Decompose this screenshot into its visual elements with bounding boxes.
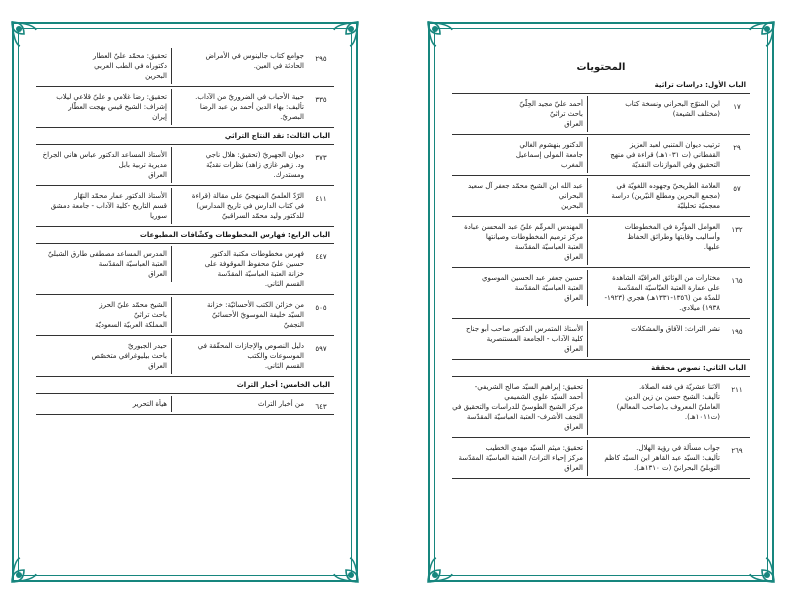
- entry-title-line: تأليف: السيّد عبد القاهر ابن السيّد كاظم: [604, 454, 720, 462]
- entry-author-line: العراق: [564, 464, 583, 472]
- entry-title-line: (مجمع البحرين ومطلع النيّرين) دراسة: [611, 192, 720, 200]
- floral-corner-ornament-icon: [332, 556, 360, 584]
- entry-title: [588, 96, 724, 122]
- entry-author-line: أحمد السيّد علوي الشميمي: [504, 393, 583, 401]
- toc-entry-row[interactable]: [452, 377, 750, 438]
- entry-title-line: السيّد خليفة الموسويّ الأحسائيّ: [212, 311, 304, 319]
- right-toc-content: [452, 46, 750, 558]
- entry-author-info: [36, 396, 172, 412]
- entry-title-line: (ت١٠١١هـ).: [684, 413, 720, 421]
- page-number: ٣٣٥: [315, 96, 327, 104]
- toc-entry-row[interactable]: [36, 336, 334, 377]
- toc-entry-row[interactable]: [452, 176, 750, 217]
- entry-title-line: للدكتور وليد محمّد السراقبيّ: [222, 212, 304, 220]
- entry-author-info: [452, 321, 588, 357]
- entry-author-line: جامعة المولى إسماعيل: [515, 151, 583, 159]
- entry-author-line: إشراف: الشيخ قيس بهجت العطّار: [68, 103, 167, 111]
- section-heading: الباب الأول: دراسات تراثية: [452, 77, 750, 94]
- entry-title: [172, 297, 308, 333]
- page-number: ١٣٢: [731, 226, 743, 234]
- entry-author-line: حسين جعفر عبد الحسين الموسوي: [482, 274, 583, 282]
- page-number: ٦٤٣: [315, 403, 327, 411]
- entry-author-info: [452, 178, 588, 214]
- entry-author-line: العتبة العباسيّة المقدّسة: [98, 260, 167, 268]
- entry-author-info: [36, 246, 172, 282]
- page-number: ٥٩٧: [315, 345, 327, 353]
- page-number: ٥٠٥: [315, 304, 327, 312]
- entry-author-info: [452, 270, 588, 306]
- entry-title-line: القفطاني (ت ١٠٣١هـ) قراءة في منهج: [610, 151, 720, 159]
- entry-author-line: باحث تراثيّ: [133, 311, 167, 319]
- entry-author-info: [452, 96, 588, 132]
- right-page: [428, 22, 774, 582]
- entry-title-line: من أخبار التراث: [257, 400, 304, 408]
- toc-entry-row[interactable]: [36, 87, 334, 128]
- entry-author-line: الأستاذ المساعد الدكتور عباس هاني الجراخ: [42, 151, 167, 159]
- entry-author-line: الشيخ محمّد عليّ الحرز: [99, 301, 167, 309]
- entry-author-line: البحراني: [558, 192, 583, 200]
- entry-title-line: على عمارة العتبة العبّاسيّة المقدّسة: [617, 284, 720, 292]
- entry-author-line: العراق: [148, 362, 167, 370]
- entry-author-line: تحقيق: رضا غلامي و عليّ قلاعي ليلاب: [56, 93, 167, 101]
- entry-author-info: [452, 137, 588, 173]
- floral-corner-ornament-icon: [748, 556, 776, 584]
- entry-title: [172, 338, 308, 374]
- entry-author-line: مركز إحياء التراث/ العتبة العباسيّة المقدّسة: [458, 454, 583, 462]
- section-heading: الباب الرابع: فهارس المخطوطات وكشّافات المطبوعات: [36, 227, 334, 244]
- entry-title-line: ابن المتوّج البحراني ونسخة كتاب: [625, 100, 720, 108]
- entry-author-line: العراق: [564, 423, 583, 431]
- entry-title-line: الحادثة في العين.: [253, 62, 304, 70]
- entry-author-info: [452, 219, 588, 265]
- entry-author-line: عبد الله ابن الشيخ محمّد جعفر آل سعيد: [467, 182, 583, 190]
- entry-author-info: [36, 89, 172, 125]
- section-heading: الباب الخامس: أخبار التراث: [36, 377, 334, 394]
- entry-author-line: العراق: [564, 294, 583, 302]
- entry-author-info: [448, 379, 588, 435]
- entry-author-info: [36, 338, 172, 374]
- page-number: ١٦٥: [731, 277, 743, 285]
- toc-entry-row[interactable]: [36, 295, 334, 336]
- entry-title-line: الموسوعات والكتب: [247, 352, 304, 360]
- entry-title: [172, 396, 308, 412]
- entry-author-line: قسم التاريخ -كلية الآداب - جامعة دمشق: [50, 202, 167, 210]
- entry-author-line: دكتوراه في الطب العربي: [94, 62, 167, 70]
- entry-title-line: القسم الثاني.: [264, 362, 304, 370]
- entry-title-line: من خزائن الكتب الأحسائيّة: خزانة: [207, 301, 304, 309]
- entry-author-line: هيأة التحرير: [132, 400, 167, 408]
- entry-author-line: باحث تراثيّ: [549, 110, 583, 118]
- entry-title-line: جوامع كتاب جالينوس في الأمراض: [205, 52, 304, 60]
- page-number: ٢٩٥: [315, 55, 327, 63]
- page-number: ٤١١: [315, 195, 327, 203]
- toc-entry-row[interactable]: [36, 186, 334, 227]
- entry-author-line: العراق: [148, 171, 167, 179]
- entry-title-line: التوبليّ البحرانيّ (ت ١٣١٠هـ).: [634, 464, 720, 472]
- page-number: ٣٧٣: [315, 154, 327, 162]
- toc-entry-row[interactable]: [452, 319, 750, 360]
- entry-title-line: تأليف: بهاء الدين أحمد بن عبد الرضا: [199, 103, 304, 111]
- toc-entry-row[interactable]: [452, 268, 750, 319]
- entry-author-line: باحث بيليوغرافي متخصّص: [91, 352, 167, 360]
- left-page: [12, 22, 358, 582]
- floral-corner-ornament-icon: [426, 556, 454, 584]
- entry-author-line: إيران: [152, 113, 167, 121]
- entry-author-line: البحرين: [561, 202, 583, 210]
- entry-author-info: [36, 48, 172, 84]
- entry-author-line: سوريا: [150, 212, 167, 220]
- entry-author-line: العراق: [564, 120, 583, 128]
- entry-author-line: حيدر الجبوريّ: [128, 342, 167, 350]
- entry-author-line: العراق: [564, 345, 583, 353]
- entry-title: [588, 219, 724, 255]
- entry-author-line: تحقيق: محمّد عليّ العطار: [92, 52, 167, 60]
- entry-title: [588, 379, 724, 425]
- entry-author-line: تحقيق: ميثم السيّد مهدي الخطيب: [485, 444, 583, 452]
- entry-title-line: وأساليب وقايتها وطرائق الحفاظ: [627, 233, 720, 241]
- entry-title-line: تأليف: الشيخ حسن بن زين الدين: [625, 393, 720, 401]
- entry-author-line: العراق: [148, 270, 167, 278]
- toc-entry-row[interactable]: [452, 217, 750, 268]
- floral-corner-ornament-icon: [10, 20, 38, 48]
- entry-title-line: النجفيّ: [283, 321, 304, 329]
- section-heading: الباب الثالث: نقد النتاج التراثي: [36, 128, 334, 145]
- entry-author-line: البحرين: [145, 72, 167, 80]
- entry-title-line: الاثنا عشريّة في فقه الصلاة.: [638, 383, 720, 391]
- entry-author-line: الأستاذ المتمرس الدكتور صاحب أبو جناح: [465, 325, 583, 333]
- toc-entry-row[interactable]: [452, 135, 750, 176]
- entry-author-info: [36, 147, 172, 183]
- floral-corner-ornament-icon: [10, 556, 38, 584]
- toc-entry-row[interactable]: [36, 145, 334, 186]
- section-heading: الباب الثاني: نصوص محققة: [452, 360, 750, 377]
- entry-title-line: العامليّ المعروف بـ(صاحب المعالم): [616, 403, 720, 411]
- entry-author-info: [36, 188, 172, 224]
- entry-title-line: نشر التراث: الآفاق والمشكلات: [631, 325, 720, 333]
- entry-title: [588, 178, 724, 214]
- entry-author-line: المدرس المساعد مصطفى طارق الشبليّ: [47, 250, 167, 258]
- toc-entry-row[interactable]: [452, 438, 750, 479]
- entry-title: [588, 137, 724, 173]
- entry-author-line: العراق: [564, 253, 583, 261]
- entry-author-line: العتبة العباسيّة المقدّسة: [514, 284, 583, 292]
- entry-title-line: حسين عليّ محفوظ الموقوفة على: [204, 260, 304, 268]
- page-number: ١٧: [733, 103, 741, 111]
- toc-entry-row[interactable]: [452, 94, 750, 135]
- entry-title-line: ومستدرك.: [273, 171, 304, 179]
- floral-corner-ornament-icon: [748, 20, 776, 48]
- entry-title: [172, 89, 308, 125]
- toc-entry-row[interactable]: [36, 46, 334, 87]
- entry-title: [172, 48, 308, 74]
- entry-title-line: ديوان الجهبريّ (تحقيق: هلال ناجي: [205, 151, 304, 159]
- entry-title: [588, 440, 724, 476]
- entry-title: [172, 188, 308, 224]
- entry-title-line: ١٩٣٨) ميلادي.: [679, 304, 720, 312]
- left-toc-content: [36, 46, 334, 558]
- entry-title-line: معجميّة تحليليّة: [677, 202, 720, 210]
- entry-author-line: مركز ترميم المخطوطات وصيانتها: [485, 233, 583, 241]
- entry-author-line: المغرب: [561, 161, 583, 169]
- entry-title-line: البصريّ.: [280, 113, 304, 121]
- entry-author-line: تحقيق: إبراهيم السيّد صالح الشريفي-: [474, 383, 583, 391]
- entry-title: [588, 321, 724, 337]
- page-number: ٢٩: [733, 144, 741, 152]
- entry-title-line: فهرس مخطوطات مكتبة الدكتور: [210, 250, 304, 258]
- page-number: ٢٦٩: [731, 447, 743, 455]
- entry-author-line: أحمد عليّ مجيد الحِلّيّ: [519, 100, 583, 108]
- entry-title-line: عليها.: [703, 243, 720, 251]
- page-number: ٤٤٧: [315, 253, 327, 261]
- entry-title-line: القسم الثاني.: [264, 280, 304, 288]
- entry-title: [588, 270, 724, 316]
- entry-title-line: الرّدّ العلميّ المنهجيّ على مقالة (قراءة: [191, 192, 304, 200]
- entry-title-line: العوامل المؤثّرة في المخطوطات: [624, 223, 720, 231]
- entry-author-line: الأستاذ الدكتور عمار محمّد النهّار: [74, 192, 167, 200]
- floral-corner-ornament-icon: [332, 20, 360, 48]
- entry-title-line: في كتاب الدارس في تاريخ المدارس): [196, 202, 304, 210]
- entry-title-line: للمدّة من (١٣٥٦-١٣٣١هـ) هجري (١٩٢٣-: [604, 294, 720, 302]
- floral-corner-ornament-icon: [426, 20, 454, 48]
- entry-author-line: مركز الشيخ الطوسيّ للدراسات والتحقيق في: [452, 403, 583, 411]
- entry-title-line: جواب مسألة في رؤية الهلال.: [636, 444, 720, 452]
- entry-author-line: المهندس المرمِّم عليّ عبد المحسن عبادة: [464, 223, 583, 231]
- entry-title-line: حيية الأحباب في الضروريّ من الآداب.: [195, 93, 304, 101]
- entry-title-line: ود. زهير غازي زاهد) نظرات نقديّة: [206, 161, 304, 169]
- page-number: ٢١١: [731, 386, 743, 394]
- entry-title-line: التحقيق وفي الموازنات النقديّة: [631, 161, 720, 169]
- entry-author-line: الدكتور بنهشوم الغالي: [519, 141, 583, 149]
- entry-title-line: العلامة الطريحيّ وجهوده اللغويّة في: [616, 182, 720, 190]
- entry-title: [172, 246, 308, 292]
- entry-title-line: مختارات من الوثائق العراقيّة الشاهدة: [612, 274, 720, 282]
- entry-author-line: مديرية تربية بابل: [118, 161, 167, 169]
- entry-author-info: [452, 440, 588, 476]
- entry-author-line: كلية الآداب - الجامعة المستنصرية: [486, 335, 583, 343]
- entry-title-line: ترتيب ديوان المتنبي لعبد العزيز: [629, 141, 720, 149]
- entry-title-line: خزانة العتبة العباسيّة المقدّسة: [217, 270, 304, 278]
- entry-author-line: النجف الأشرف- العتبة العباسيّة المقدّسة: [466, 413, 583, 421]
- toc-entry-row[interactable]: [36, 244, 334, 295]
- page-title: المحتويات: [576, 62, 626, 73]
- page-number: ٥٧: [733, 185, 741, 193]
- entry-title-line: دليل النصوص والإجازات المحقّقة في: [197, 342, 304, 350]
- entry-author-info: [36, 297, 172, 333]
- entry-author-line: المملكة العربيّة السعوديّة: [95, 321, 167, 329]
- toc-entry-row[interactable]: [36, 394, 334, 415]
- page-number: ١٩٥: [731, 328, 743, 336]
- entry-title-line: (مختلف الشيعة): [672, 110, 720, 118]
- entry-author-line: العتبة العباسيّة المقدّسة: [514, 243, 583, 251]
- entry-title: [172, 147, 308, 183]
